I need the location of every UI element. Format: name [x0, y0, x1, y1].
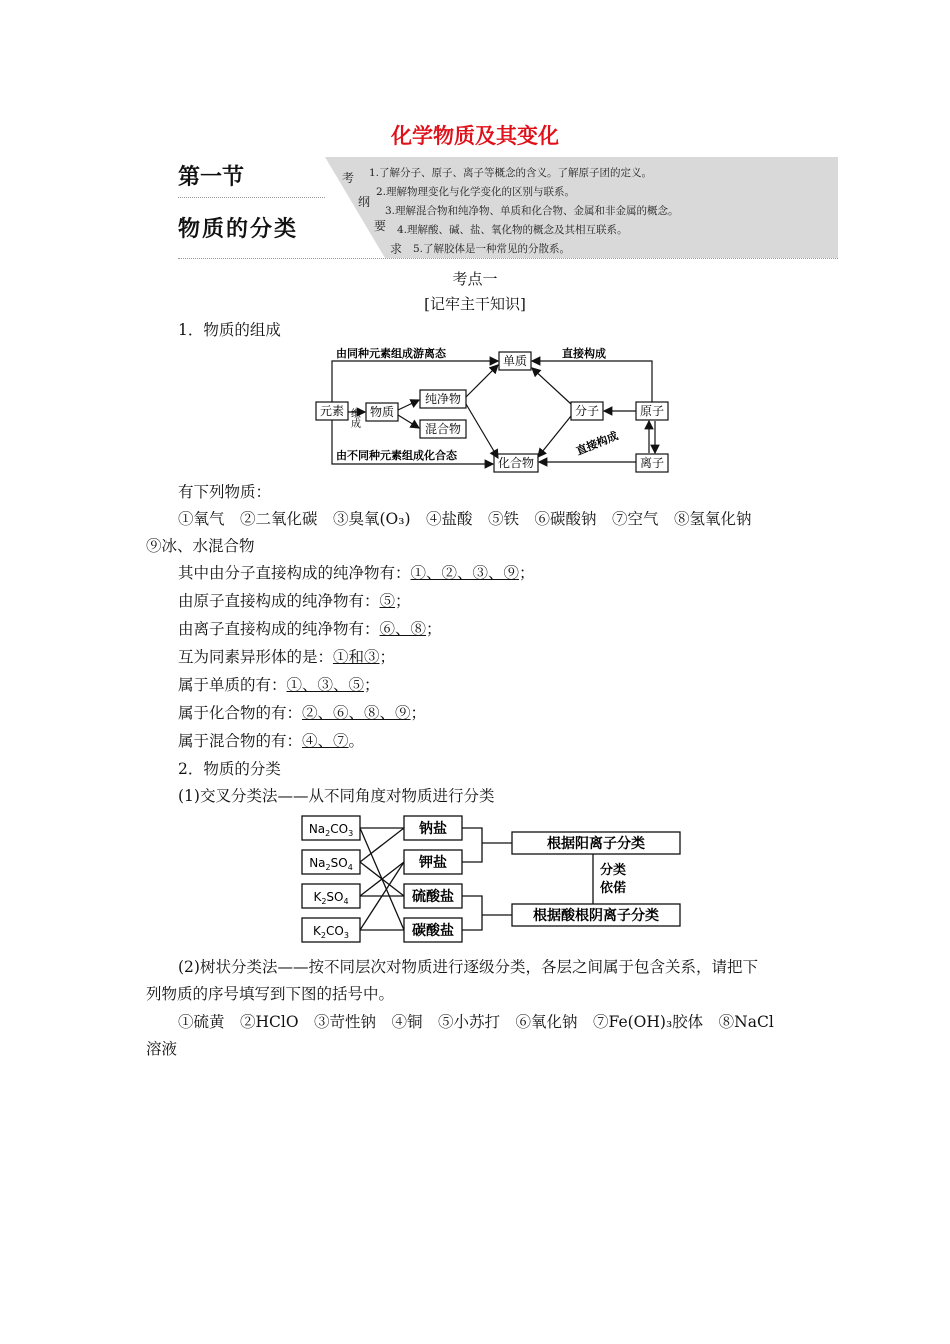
- answer: ①、③、⑤: [286, 676, 365, 694]
- req-item: 3.理解混合物和纯净物、单质和化合物、金属和非金属的概念。: [385, 205, 679, 217]
- node-label: 混合物: [424, 422, 462, 436]
- req-key: 求: [390, 242, 403, 256]
- salt-label: 钠盐: [419, 821, 447, 837]
- answer-line: [178, 673, 380, 695]
- question: 由原子直接构成的纯净物有：: [178, 592, 380, 610]
- node-label: 物质: [369, 405, 395, 419]
- node-label: 原子: [639, 404, 665, 418]
- punct: ；: [519, 564, 535, 582]
- answer: ⑥、⑧: [379, 620, 427, 638]
- answer: ⑤: [379, 592, 396, 610]
- edge-label: 由同种元素组成游离态: [336, 347, 446, 360]
- intro-text: 有下列物质：: [178, 483, 272, 501]
- tree-classification-heading: (2)树状分类法——按不同层次对物质进行逐级分类，各层之间属于包含关系，请把下: [178, 958, 758, 976]
- question: 互为同素异形体的是：: [178, 648, 334, 666]
- node-label: 纯净物: [424, 392, 462, 406]
- substance-list: 溶液: [146, 1040, 178, 1058]
- node-label: 单质: [502, 354, 528, 368]
- heading-composition: 1．物质的组成: [178, 321, 281, 339]
- tree-classification-text: 列物质的序号填写到下图的括号中。: [146, 985, 395, 1003]
- req-item: 1.了解分子、原子、离子等概念的含义。了解原子团的定义。: [369, 167, 653, 179]
- answer: ①、②、③、⑨: [410, 564, 520, 582]
- answer-line: [178, 645, 395, 667]
- kaodian-heading: 考点一: [452, 270, 498, 288]
- formula-na2co3: $Na_2CO_3$: [308, 822, 354, 838]
- punct: ；: [379, 648, 396, 666]
- divider: [178, 258, 838, 259]
- node-label: 分子: [574, 404, 600, 418]
- edge-label: 直接构成: [574, 429, 620, 458]
- jilao-heading: [记牢主干知识]: [424, 295, 526, 313]
- node-label: 化合物: [497, 456, 535, 470]
- punct: ；: [364, 676, 380, 694]
- answer-line: [178, 561, 535, 583]
- requirements-box: [325, 157, 838, 258]
- req-key: 纲: [358, 195, 371, 209]
- section-name: 物质的分类: [178, 217, 299, 242]
- answer-line: [178, 729, 364, 751]
- salt-label: 碳酸盐: [412, 923, 454, 939]
- answer-line: [178, 589, 411, 611]
- cross-classification-heading: (1)交叉分类法——从不同角度对物质进行分类: [178, 787, 495, 805]
- section-number: 第一节: [178, 165, 245, 190]
- punct: ；: [410, 704, 427, 722]
- question: 由离子直接构成的纯净物有：: [178, 620, 380, 638]
- edge-label: 由不同种元素组成化合态: [336, 449, 457, 462]
- formula-k2co3: $K_2CO_3$: [313, 924, 349, 940]
- punct: ；: [426, 620, 442, 638]
- req-key: 要: [374, 219, 387, 233]
- req-key: 考: [342, 171, 355, 185]
- punct: 。: [348, 732, 365, 750]
- question: 其中由分子直接构成的纯净物有：: [178, 564, 411, 582]
- composition-diagram: [310, 340, 680, 475]
- answer: ④、⑦: [302, 732, 349, 750]
- heading-classification: 2．物质的分类: [178, 760, 281, 778]
- req-item: 4.理解酸、碱、盐、氧化物的概念及其相互联系。: [397, 224, 628, 236]
- substance-list: ①氧气 ②二氧化碳 ③臭氧(O₃) ④盐酸 ⑤铁 ⑥碳酸钠 ⑦空气 ⑧氢氧化钠: [178, 510, 752, 528]
- edge-label: 直接构成: [562, 347, 606, 360]
- answer-line: [178, 701, 426, 723]
- basis-label: 根据酸根阴离子分类: [533, 908, 659, 924]
- question: 属于混合物的有：: [178, 732, 303, 750]
- salt-label: 硫酸盐: [412, 889, 454, 905]
- edge-label: 组成: [348, 408, 360, 428]
- req-item: 5.了解胶体是一种常见的分散系。: [413, 243, 571, 255]
- question: 属于单质的有：: [178, 676, 287, 694]
- cross-classification-diagram: [300, 812, 690, 947]
- divider: [178, 197, 325, 198]
- substance-list: ①硫黄 ②HClO ③苛性钠 ④铜 ⑤小苏打 ⑥氧化钠 ⑦Fe(OH)₃胶体 ⑧NaCl: [178, 1013, 774, 1031]
- substance-list: ⑨冰、水混合物: [146, 537, 255, 555]
- node-label: 元素: [319, 404, 345, 418]
- answer: ②、⑥、⑧、⑨: [302, 704, 411, 722]
- node-label: 离子: [639, 456, 665, 470]
- question: 属于化合物的有：: [178, 704, 303, 722]
- formula-na2so4: $Na_2SO_4$: [309, 856, 353, 872]
- answer: ①和③: [333, 648, 380, 666]
- answer-line: [178, 617, 442, 639]
- punct: ；: [395, 592, 411, 610]
- basis-caption: 分类: [600, 863, 627, 878]
- salt-label: 钾盐: [419, 855, 447, 871]
- chapter-title: 化学物质及其变化: [391, 124, 559, 148]
- basis-label: 根据阳离子分类: [547, 836, 645, 852]
- formula-k2so4: $K_2SO_4$: [313, 890, 349, 906]
- req-item: 2.理解物理变化与化学变化的区别与联系。: [376, 186, 576, 198]
- basis-caption: 依偌: [600, 881, 627, 896]
